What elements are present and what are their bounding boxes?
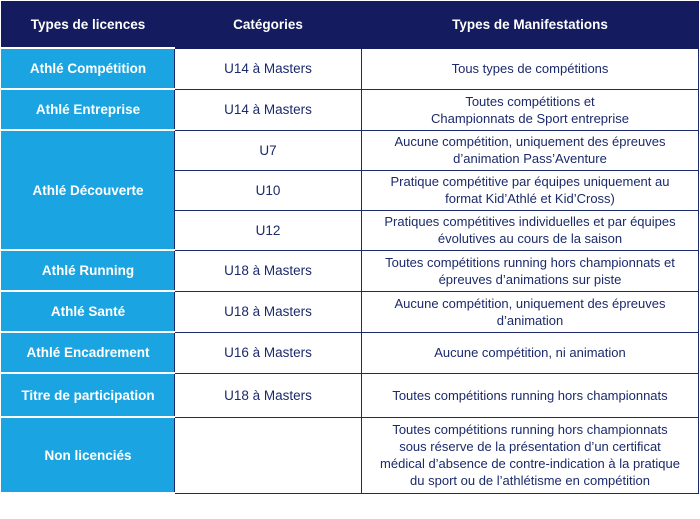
row-athle-competition: [2, 48, 699, 89]
manifestation-line: évolutives au cours de la saison: [437, 231, 623, 246]
licence-category: U18 à Masters: [175, 373, 362, 417]
licence-category: [175, 417, 362, 493]
header-manifestations: Types de Manifestations: [362, 2, 699, 49]
manifestation-line: Championnats de Sport entreprise: [430, 110, 629, 126]
licence-manifestation: [362, 291, 699, 332]
manifestation-line: Toutes compétitions et: [465, 93, 595, 109]
licence-manifestation: [362, 48, 699, 89]
manifestation-line: Aucune compétition, uniquement des épreuves: [394, 295, 666, 311]
header-row: [2, 2, 699, 49]
manifestation-line: sous réserve de la présentation d’un certificat: [399, 439, 661, 454]
row-athle-encadrement: [2, 332, 699, 373]
row-non-licencies: [2, 417, 699, 493]
licence-type: Titre de participation: [2, 373, 175, 417]
manifestation-line: épreuves d’animations sur piste: [438, 271, 622, 287]
licence-category: U16 à Masters: [175, 332, 362, 373]
header-categories: Catégories: [175, 2, 362, 49]
licence-manifestation: [362, 130, 699, 170]
licence-category: U14 à Masters: [175, 89, 362, 130]
header-types: Types de licences: [2, 2, 175, 49]
manifestation-line: Toutes compétitions running hors championnats: [392, 422, 668, 437]
licence-manifestation: [362, 373, 699, 417]
manifestation-line: médical d’absence de contre-indication à la pratique: [380, 456, 680, 471]
manifestation-line: du sport ou de l’athlétisme en compétition: [410, 473, 650, 488]
licence-type: Athlé Entreprise: [2, 89, 175, 130]
licence-manifestation: [362, 250, 699, 291]
row-athle-sante: [2, 291, 699, 332]
licence-type: Athlé Santé: [2, 291, 175, 332]
manifestation-line: Pratiques compétitives individuelles et par équipes: [384, 214, 676, 229]
manifestation-line: d’animation: [496, 312, 564, 328]
licence-category: U18 à Masters: [175, 250, 362, 291]
licence-type: Athlé Découverte: [2, 130, 175, 250]
manifestation-line: Toutes compétitions running hors championnats: [392, 387, 668, 403]
licence-type: Athlé Encadrement: [2, 332, 175, 373]
row-athle-running: [2, 250, 699, 291]
manifestation-line: Aucune compétition, ni animation: [434, 345, 626, 360]
manifestation-line: Tous types de compétitions: [451, 61, 609, 76]
licence-category: U10: [175, 170, 362, 210]
licence-category: U12: [175, 210, 362, 250]
manifestation-line: Aucune compétition, uniquement des épreuves: [394, 134, 666, 149]
licence-type: Athlé Compétition: [2, 48, 175, 89]
manifestation-line: format Kid’Athlé et Kid’Cross): [445, 191, 615, 206]
row-titre-participation: [2, 373, 699, 417]
licence-category: U18 à Masters: [175, 291, 362, 332]
licence-type: Non licenciés: [2, 417, 175, 493]
row-athle-decouverte-u7: [2, 130, 699, 170]
licence-manifestation: [362, 332, 699, 373]
licence-table: [1, 1, 699, 494]
manifestation-line: d’animation Pass’Aventure: [453, 151, 607, 166]
manifestation-line: Toutes compétitions running hors championnats et: [385, 254, 675, 270]
licence-manifestation: [362, 170, 699, 210]
licence-category: U7: [175, 130, 362, 170]
licence-type: Athlé Running: [2, 250, 175, 291]
licence-manifestation: [362, 89, 699, 130]
row-athle-entreprise: [2, 89, 699, 130]
licence-manifestation: [362, 210, 699, 250]
licence-category: U14 à Masters: [175, 48, 362, 89]
licence-manifestation: [362, 417, 699, 493]
manifestation-line: Pratique compétitive par équipes uniquement au: [390, 174, 670, 189]
